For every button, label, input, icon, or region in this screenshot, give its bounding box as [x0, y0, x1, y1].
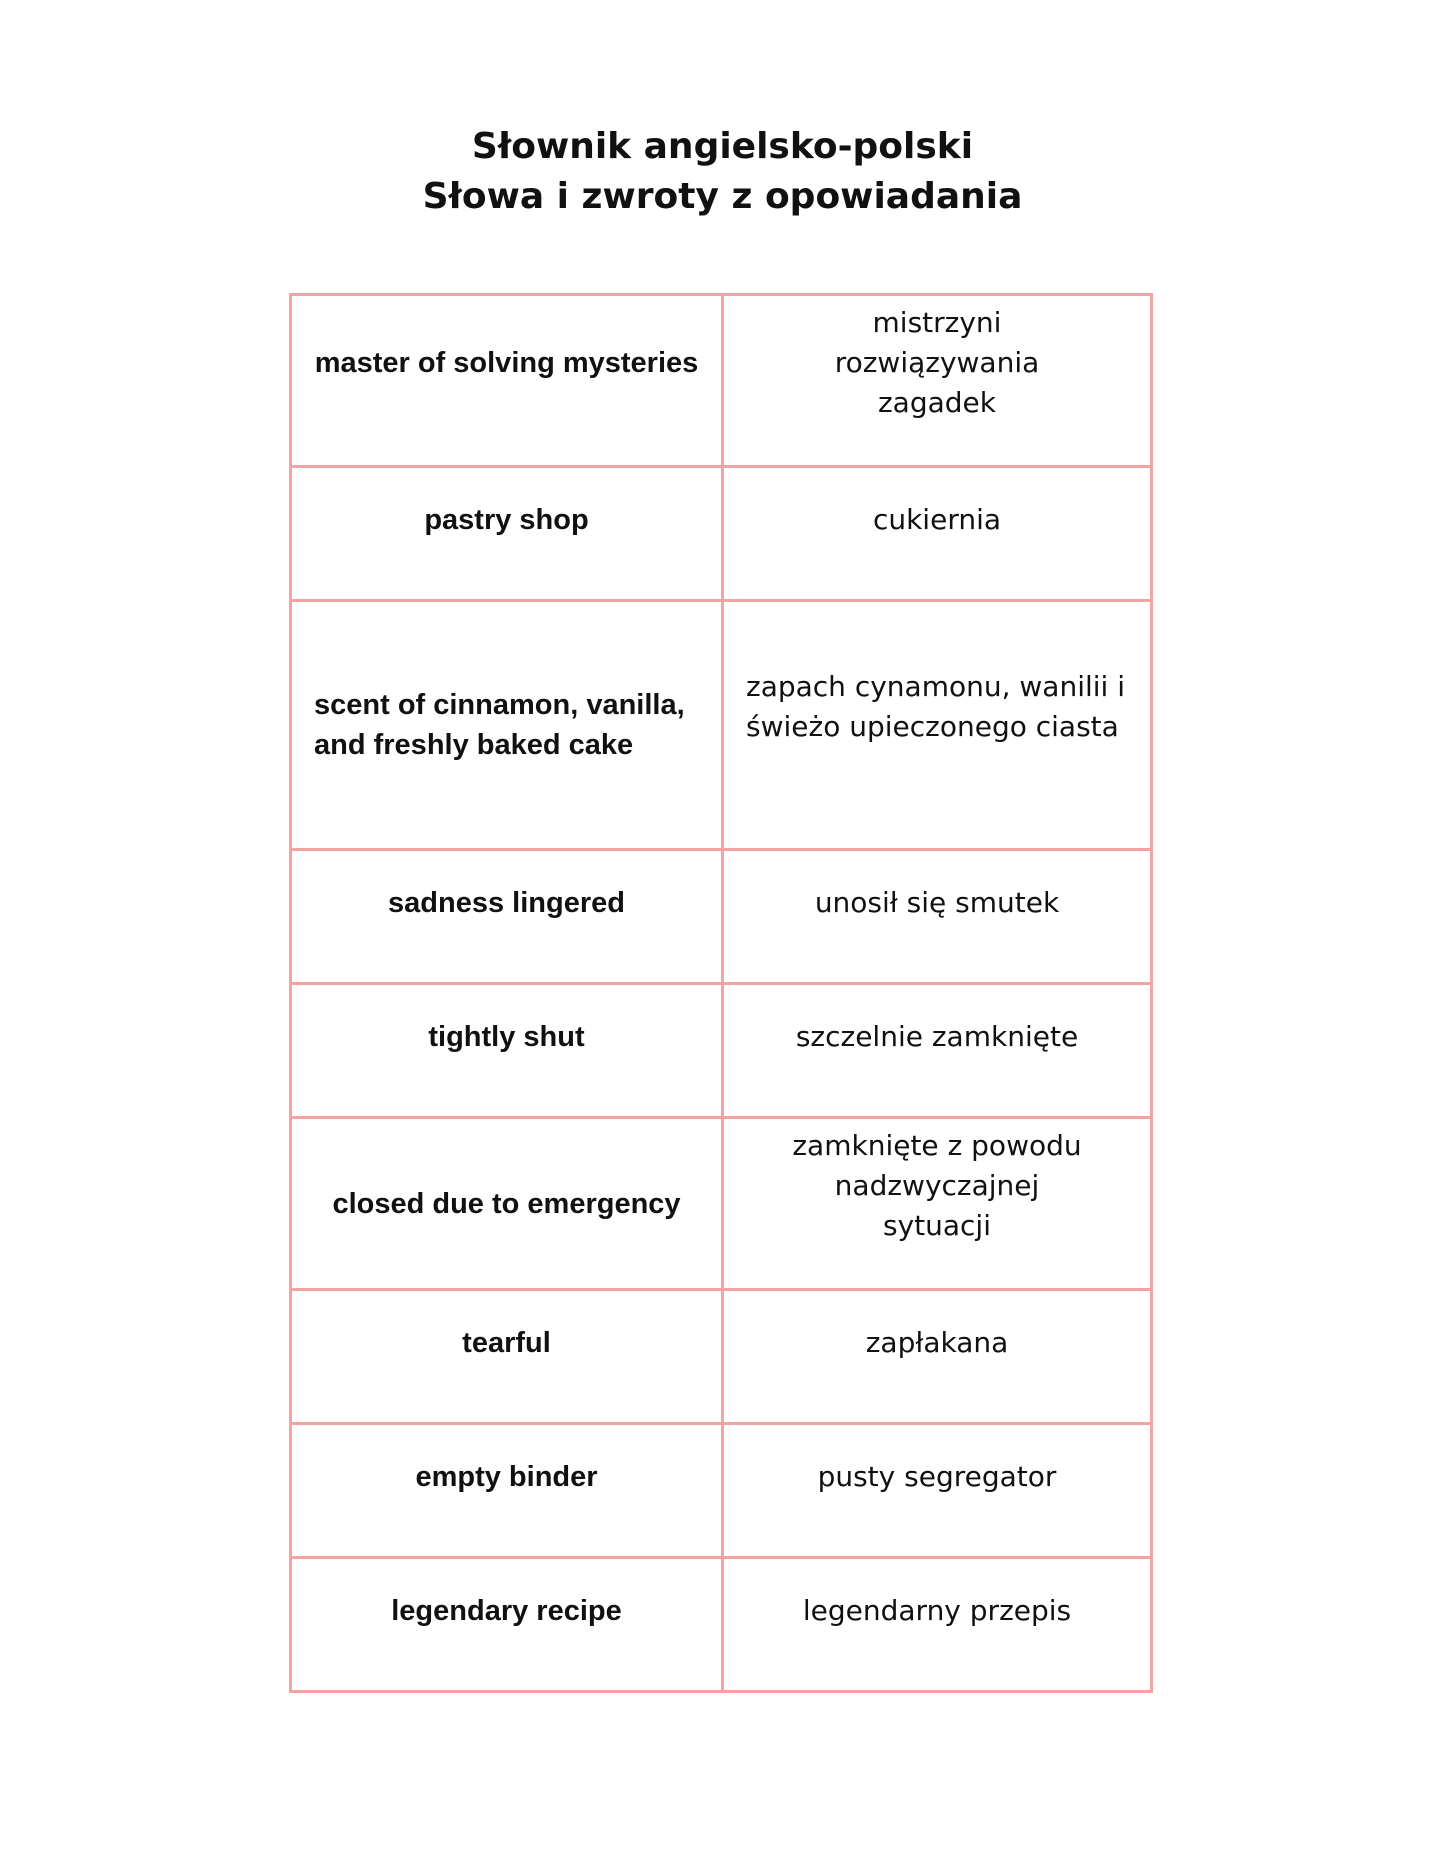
english-term: pastry shop	[424, 503, 589, 536]
table-row	[291, 850, 1152, 984]
table-row	[291, 984, 1152, 1118]
polish-translation-cell	[723, 601, 1152, 850]
polish-translation-cell	[723, 1424, 1152, 1558]
polish-translation: cukiernia	[872, 502, 1002, 536]
english-term-cell	[291, 1424, 723, 1558]
english-term-cell	[291, 850, 723, 984]
table-row	[291, 1118, 1152, 1290]
polish-translation: unosił się smutek	[814, 885, 1060, 919]
polish-translation: mistrzyni rozwiązywania zagadek	[834, 305, 1040, 419]
page-title-line1: Słownik angielsko-polski	[471, 126, 974, 167]
english-term: sadness lingered	[388, 886, 625, 919]
table-row	[291, 1558, 1152, 1692]
polish-translation-cell	[723, 1558, 1152, 1692]
polish-translation: zapach cynamonu, wanilii i świeżo upieczonego ciasta	[746, 670, 1125, 743]
english-term: legendary recipe	[391, 1594, 622, 1627]
polish-translation-cell	[723, 1118, 1152, 1290]
english-term-cell	[291, 1290, 723, 1424]
polish-translation: pusty segregator	[817, 1459, 1057, 1493]
vocabulary-table	[289, 293, 1153, 1693]
english-term-cell	[291, 467, 723, 601]
polish-translation: legendarny przepis	[802, 1593, 1072, 1627]
table-row	[291, 1424, 1152, 1558]
polish-translation-cell	[723, 984, 1152, 1118]
polish-translation-cell	[723, 467, 1152, 601]
english-term-cell	[291, 1558, 723, 1692]
page-title	[0, 122, 1445, 222]
english-term: closed due to emergency	[332, 1187, 681, 1220]
english-term-cell	[291, 295, 723, 467]
polish-translation-cell	[723, 850, 1152, 984]
polish-translation: zapłakana	[865, 1325, 1009, 1359]
polish-translation: szczelnie zamknięte	[795, 1019, 1079, 1053]
table-row	[291, 295, 1152, 467]
english-term-cell	[291, 1118, 723, 1290]
polish-translation: zamknięte z powodu nadzwyczajnej sytuacji	[792, 1128, 1082, 1242]
page-title-line2: Słowa i zwroty z opowiadania	[422, 176, 1023, 217]
table-row	[291, 1290, 1152, 1424]
english-term: empty binder	[415, 1460, 598, 1493]
english-term: scent of cinnamon, vanilla, and freshly baked cake	[314, 689, 685, 761]
polish-translation-cell	[723, 1290, 1152, 1424]
english-term: master of solving mysteries	[314, 346, 699, 379]
english-term-cell	[291, 601, 723, 850]
english-term: tightly shut	[428, 1020, 585, 1053]
english-term: tearful	[462, 1326, 551, 1359]
polish-translation-cell	[723, 295, 1152, 467]
english-term-cell	[291, 984, 723, 1118]
table-row	[291, 467, 1152, 601]
table-row	[291, 601, 1152, 850]
